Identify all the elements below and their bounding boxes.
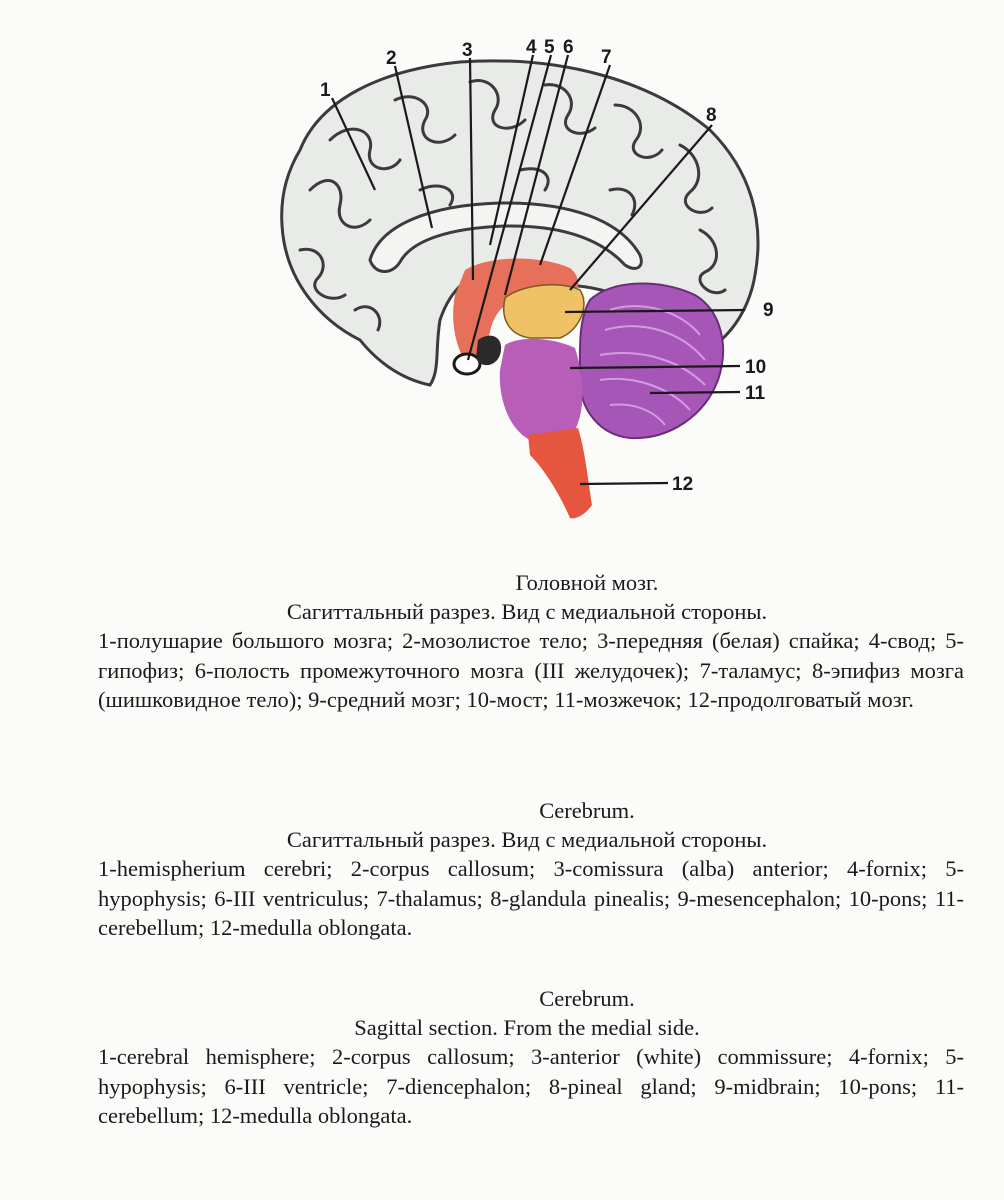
pons — [500, 339, 583, 440]
callout-9: 9 — [763, 300, 774, 321]
caption-english — [0, 984, 1004, 1131]
medulla-oblongata — [528, 428, 592, 518]
caption-title: Cerebrum. — [539, 798, 635, 823]
caption-subtitle: Сагиттальный разрез. Вид с медиальной стороны. — [286, 599, 768, 624]
optic-region — [476, 336, 501, 366]
caption-subtitle: Sagittal section. From the medial side. — [354, 1015, 700, 1040]
callout-6: 6 — [563, 37, 574, 58]
caption-body: 1-полушарие большого мозга; 2-мозолистое тело; 3-передняя (белая) спайка; 4-свод; 5-гипофиз; 6-полость промежуточного мозга (III желудочек); 7-таламус; 8-эпифиз мозга (шишковидное тело); 9-средний мозг; 10-мост; 11-мозжечок; 12-продолговатый мозг. — [98, 628, 964, 712]
brain-sagittal-diagram — [0, 0, 1004, 560]
caption-latin — [0, 796, 1004, 943]
callout-8: 8 — [706, 105, 717, 126]
caption-russian — [0, 568, 1004, 715]
callout-4: 4 — [526, 37, 537, 58]
caption-body: 1-hemispherium cerebri; 2-corpus callosum; 3-comissura (alba) anterior; 4-fornix; 5-hypophysis; 6-III ventriculus; 7-thalamus; 8-glandula pinealis; 9-mesencephalon; 10-pons; 11-cerebellum; 12-medulla oblongata. — [98, 856, 964, 940]
callout-5: 5 — [544, 37, 555, 58]
callout-2: 2 — [386, 48, 397, 69]
caption-title: Cerebrum. — [539, 986, 635, 1011]
caption-subtitle: Сагиттальный разрез. Вид с медиальной стороны. — [286, 827, 768, 852]
caption-body: 1-cerebral hemisphere; 2-corpus callosum; 3-anterior (white) commissure; 4-fornix; 5-hypophysis; 6-III ventricle; 7-diencephalon; 8-pineal gland; 9-midbrain; 10-pons; 11-cerebellum; 12-medulla oblongata. — [98, 1044, 964, 1128]
callout-3: 3 — [462, 40, 473, 61]
caption-title: Головной мозг. — [515, 570, 659, 595]
callout-11: 11 — [745, 383, 766, 404]
callout-12: 12 — [672, 474, 694, 495]
callout-10: 10 — [745, 357, 767, 378]
callout-7: 7 — [601, 47, 612, 68]
hypophysis — [454, 354, 480, 374]
callout-1: 1 — [320, 80, 331, 101]
